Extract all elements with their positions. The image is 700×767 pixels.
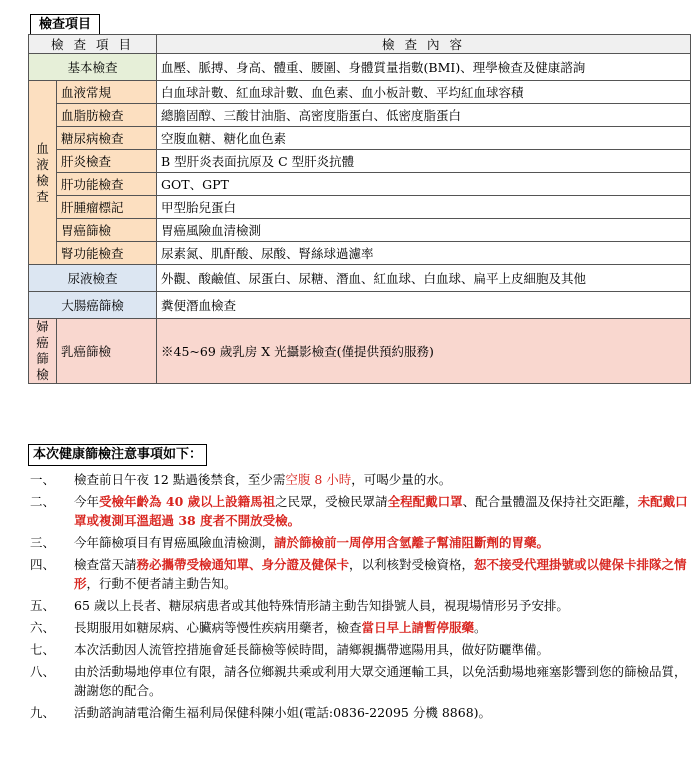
basic-item: 基本檢查 [29, 54, 157, 81]
blood-content: 尿素氮、肌酐酸、尿酸、腎絲球過濾率 [157, 242, 691, 265]
table-row [29, 127, 691, 150]
header-item: 檢 查 項 目 [29, 35, 157, 54]
blood-group-label: 血 液 檢 查 [29, 81, 57, 265]
blood-content: 胃癌風險血清檢測 [157, 219, 691, 242]
blood-item: 胃癌篩檢 [57, 219, 157, 242]
list-item: 二、 今年受檢年齡為 40 歲以上設籍馬祖之民眾，受檢民眾請全程配戴口罩、配合量體溫及保持社交距離，未配戴口罩或複測耳溫超過 38 度者不開放受檢。 [30, 494, 688, 528]
colon-item: 大腸癌篩檢 [29, 292, 157, 319]
list-item: 一、 檢查前日午夜 12 點過後禁食，至少需空腹 8 小時，可喝少量的水。 [30, 472, 452, 487]
blood-item: 肝炎檢查 [57, 150, 157, 173]
blood-content: B 型肝炎表面抗原及 C 型肝炎抗體 [157, 150, 691, 173]
exam-items-table [28, 34, 691, 384]
list-item: 六、 長期服用如糖尿病、心臟病等慢性疾病用藥者，檢查當日早上請暫停服藥。 [30, 620, 487, 635]
blood-item: 腎功能檢查 [57, 242, 157, 265]
blood-item: 肝腫瘤標記 [57, 196, 157, 219]
urine-item: 尿液檢查 [29, 265, 157, 292]
blood-content: 空腹血糖、糖化血色素 [157, 127, 691, 150]
table-row [29, 150, 691, 173]
blood-item: 糖尿病檢查 [57, 127, 157, 150]
notes-list [28, 470, 692, 725]
header-content: 檢 查 內 容 [157, 35, 691, 54]
blood-content: GOT、GPT [157, 173, 691, 196]
blood-content: 白血球計數、紅血球計數、血色素、血小板計數、平均紅血球容積 [157, 81, 691, 104]
table-row [29, 219, 691, 242]
exam-items-title: 檢查項目 [30, 14, 100, 35]
table-row [29, 242, 691, 265]
list-item: 三、 今年篩檢項目有胃癌風險血清檢測，請於篩檢前一周停用含氫離子幫浦阻斷劑的胃藥。 [30, 535, 550, 550]
list-item: 八、 由於活動場地停車位有限，請各位鄉親共乘或利用大眾交通運輸工具，以免活動場地雍塞影響到您的篩檢品質，謝謝您的配合。 [30, 664, 687, 698]
list-item: 七、 本次活動因人流管控措施會延長篩檢等候時間，請鄉親攜帶遮陽用具，做好防曬準備。 [30, 642, 550, 657]
blood-item: 血脂肪檢查 [57, 104, 157, 127]
blood-item: 肝功能檢查 [57, 173, 157, 196]
blood-item: 血液常規 [57, 81, 157, 104]
table-row [29, 196, 691, 219]
blood-content: 甲型胎兒蛋白 [157, 196, 691, 219]
list-item: 四、 檢查當天請務必攜帶受檢通知單、身分證及健保卡，以利核對受檢資格，恕不接受代理掛號或以健保卡排隊之情形，行動不便者請主動告知。 [30, 557, 687, 591]
table-row [29, 104, 691, 127]
notes-title: 本次健康篩檢注意事項如下： [28, 444, 207, 466]
table-header-row [29, 35, 691, 54]
table-row [29, 54, 691, 81]
breast-content: ※45~69 歲乳房 X 光攝影檢查(僅提供預約服務) [157, 319, 691, 384]
list-item: 九、 活動諮詢請電洽衛生福利局保健科陳小姐(電話:0836-22095 分機 8868)。 [30, 705, 492, 720]
table-row [29, 292, 691, 319]
colon-content: 糞便潛血檢查 [157, 292, 691, 319]
table-row [29, 81, 691, 104]
women-group-label: 婦 癌 篩 檢 [29, 319, 57, 384]
basic-content: 血壓、脈搏、身高、體重、腰圍、身體質量指數(BMI)、理學檢查及健康諮詢 [157, 54, 691, 81]
breast-item: 乳癌篩檢 [57, 319, 157, 384]
table-row [29, 173, 691, 196]
blood-content: 總膽固醇、三酸甘油脂、高密度脂蛋白、低密度脂蛋白 [157, 104, 691, 127]
urine-content: 外觀、酸鹼值、尿蛋白、尿糖、潛血、紅血球、白血球、扁平上皮細胞及其他 [157, 265, 691, 292]
table-row [29, 319, 691, 384]
table-row [29, 265, 691, 292]
list-item: 五、 65 歲以上長者、糖尿病患者或其他特殊情形請主動告知掛號人員，視現場情形另予安排。 [30, 598, 569, 613]
